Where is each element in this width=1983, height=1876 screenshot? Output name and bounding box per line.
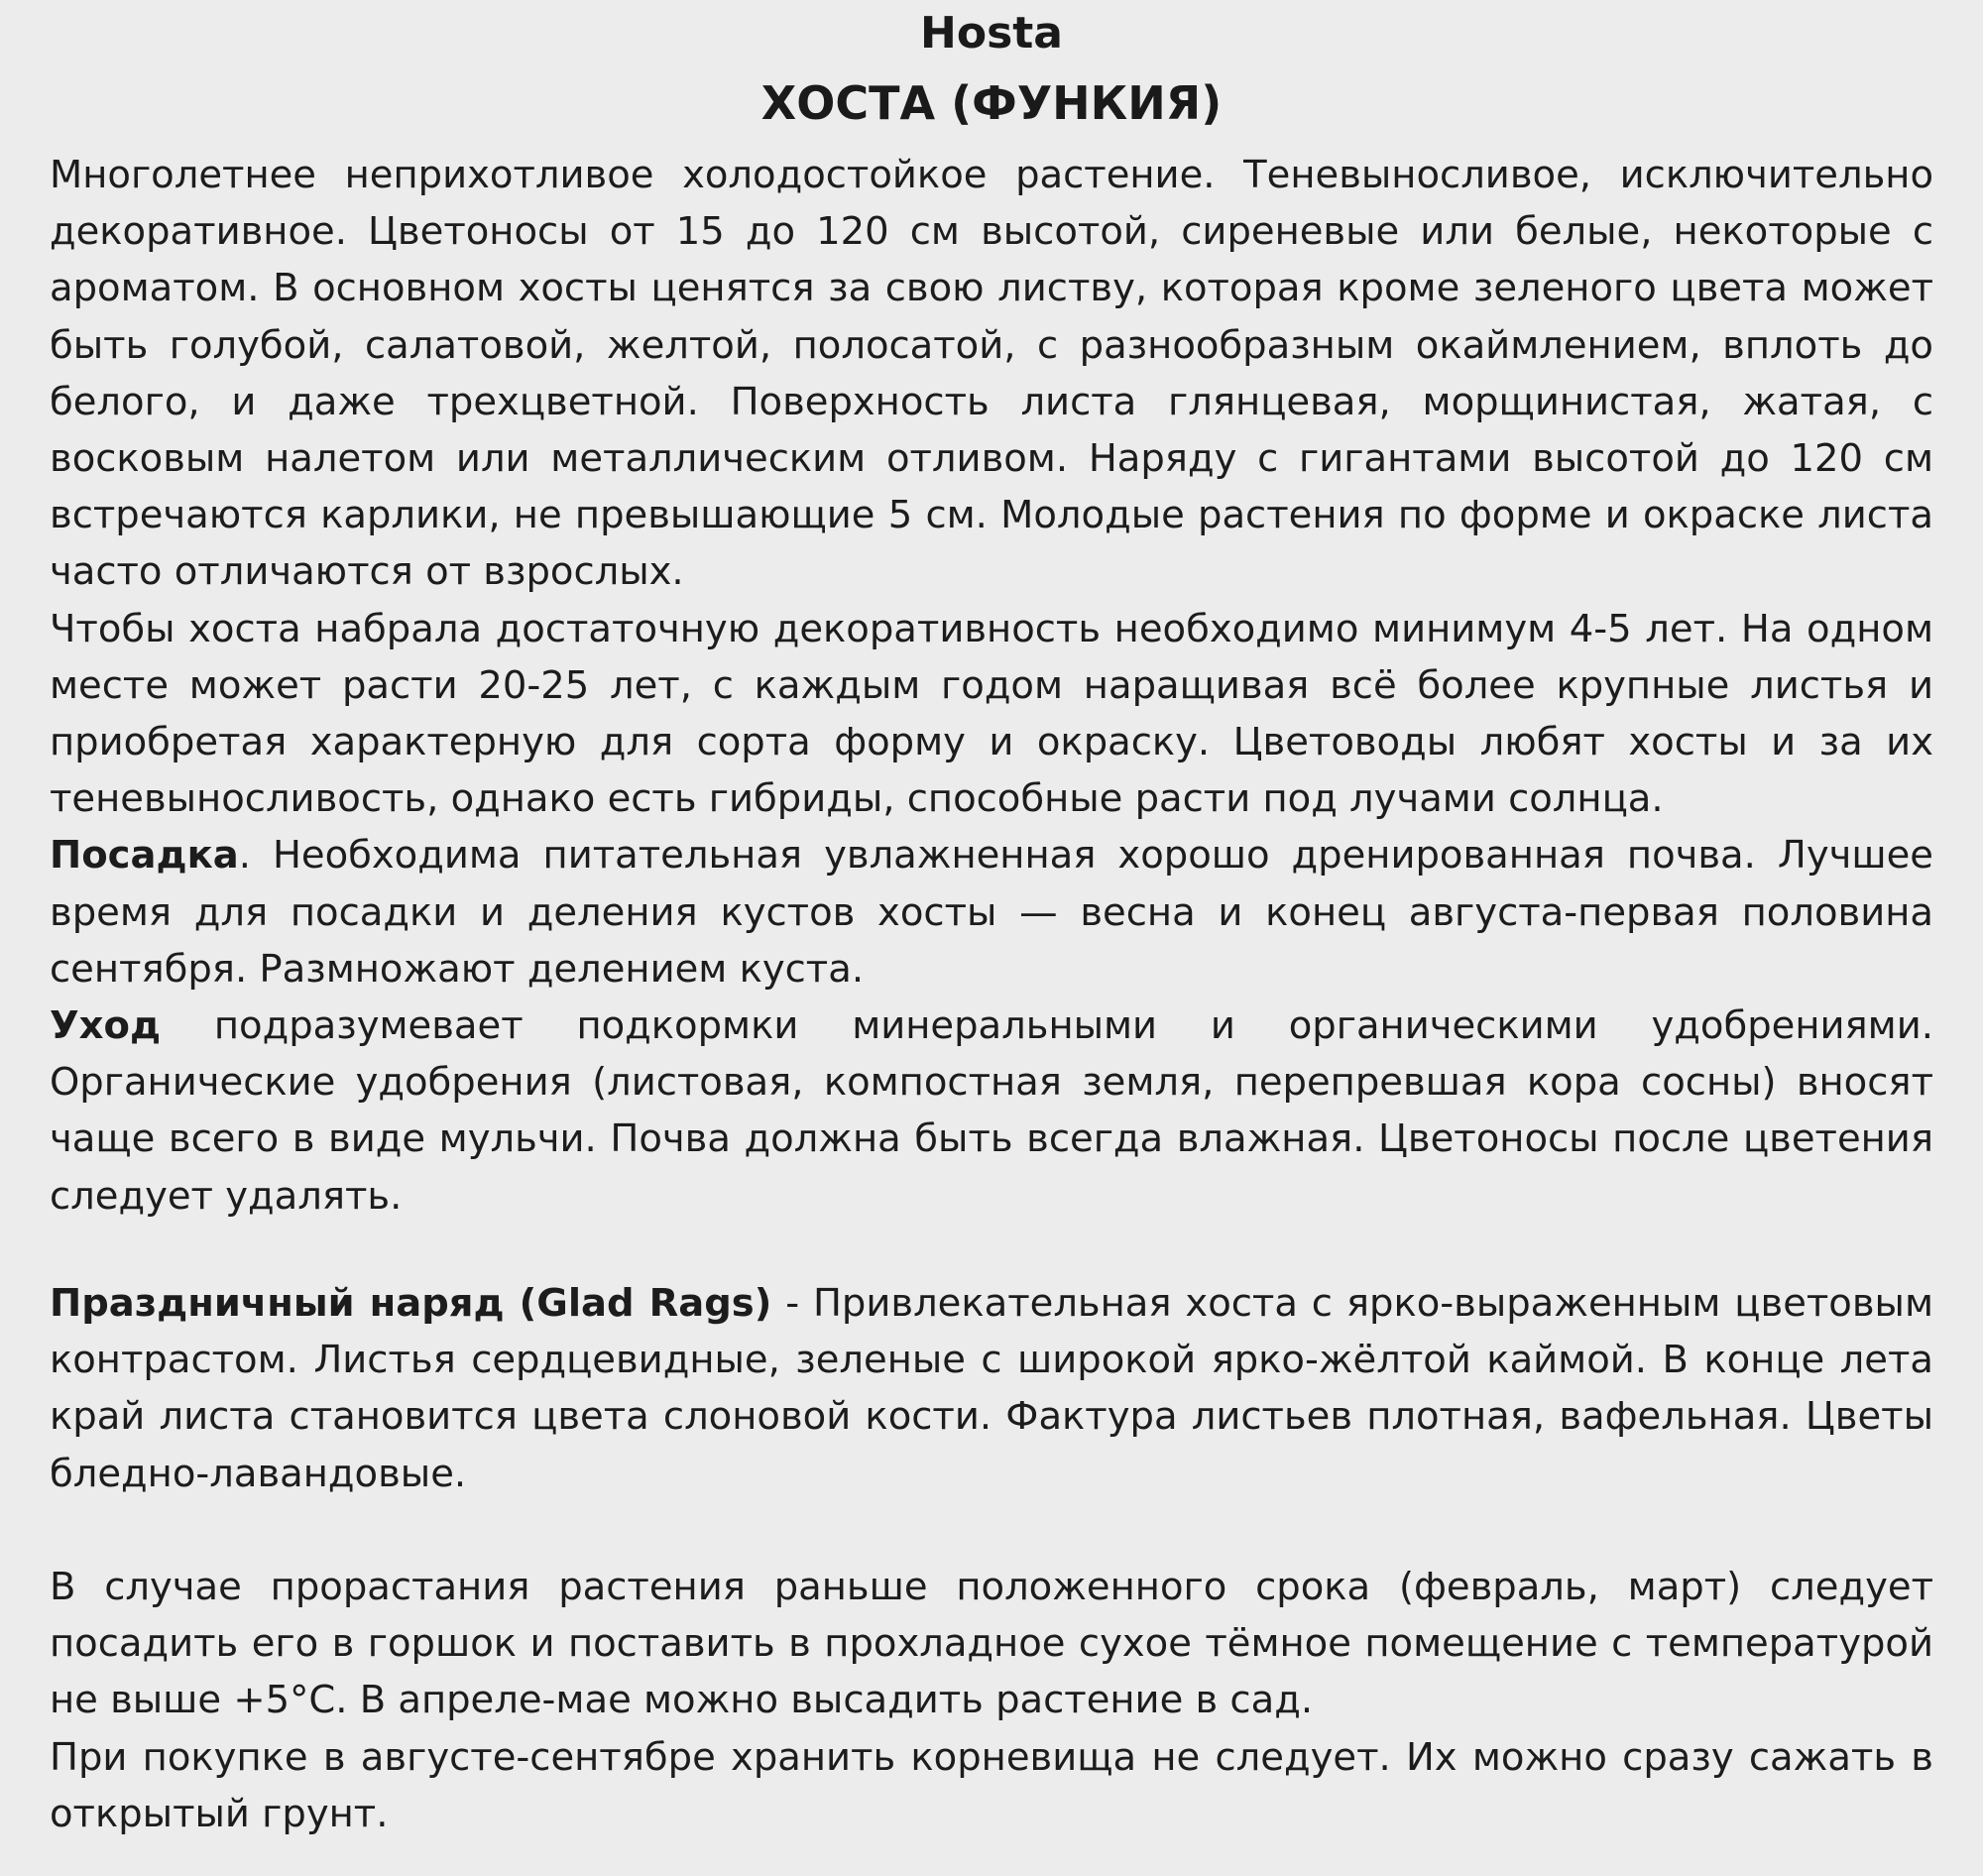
planting-label: Посадка — [50, 833, 239, 879]
variety-name: Праздничный наряд (Glad Rags) — [50, 1281, 772, 1326]
planting-paragraph — [50, 827, 1933, 997]
variety-block — [50, 1275, 1933, 1502]
care-paragraph — [50, 997, 1933, 1225]
care-text: подразумевает подкормки минеральными и органическими удобрениями. Органические удобрения (листовая, компостная земля, перепревшая кора сосны) вносят чаще всего в виде мульчи. Почва должна быть всегда влажная. Цветоносы после цветения следует удалять. — [50, 1003, 1933, 1219]
russian-title: ХОСТА (ФУНКИЯ) — [760, 76, 1223, 130]
variety-description: - Привлекательная хоста с ярко-выраженным цветовым контрастом. Листья сердцевидные, зеленые с широкой ярко-жёлтой каймой. В конце лета край листа становится цвета слоновой кости. Фактура листьев плотная, вафельная. Цветы бледно-лавандовые. — [50, 1281, 1933, 1496]
note-autumn-purchase: При покупке в августе-сентябре хранить корневища не следует. Их можно сразу сажать в открытый грунт. — [50, 1734, 1933, 1836]
care-label: Уход — [50, 1003, 162, 1049]
note-early-sprouting: В случае прорастания растения раньше положенного срока (февраль, март) следует посадить его в горшок и поставить в прохладное сухое тёмное помещение с температурой не выше +5°С. В апреле-мае можно высадить растение в сад. — [50, 1565, 1933, 1723]
main-text-block — [50, 147, 1933, 1225]
variety-paragraph — [50, 1275, 1933, 1502]
description-paragraph-1: Многолетнее неприхотливое холодостойкое растение. Теневыносливое, исключительно декоративное. Цветоносы от 15 до 120 см высотой, сиреневые или белые, некоторые с ароматом. В основном хосты ценятся за свою листву, которая кроме зеленого цвета может быть голубой, салатовой, желтой, полосатой, с разнообразным окаймлением, вплоть до белого, и даже трехцветной. Поверхность листа глянцевая, морщинистая, жатая, с восковым налетом или металлическим отливом. Наряду с гигантами высотой до 120 см встречаются карлики, не превышающие 5 см. Молодые растения по форме и окраске листа часто отличаются от взрослых. — [50, 153, 1933, 595]
description-paragraph-2: Чтобы хоста набрала достаточную декоративность необходимо минимум 4-5 лет. На одном месте может расти 20-25 лет, с каждым годом наращивая всё более крупные листья и приобретая характерную для сорта форму и окраску. Цветоводы любят хосты и за их теневыносливость, однако есть гибриды, способные расти под лучами солнца. — [50, 606, 1933, 822]
latin-title: Hosta — [920, 8, 1063, 59]
notes-block — [50, 1559, 1933, 1842]
planting-text: . Необходима питательная увлажненная хорошо дренированная почва. Лучшее время для посадки и деления кустов хосты — весна и конец августа-первая половина сентября. Размножают делением куста. — [50, 833, 1933, 992]
